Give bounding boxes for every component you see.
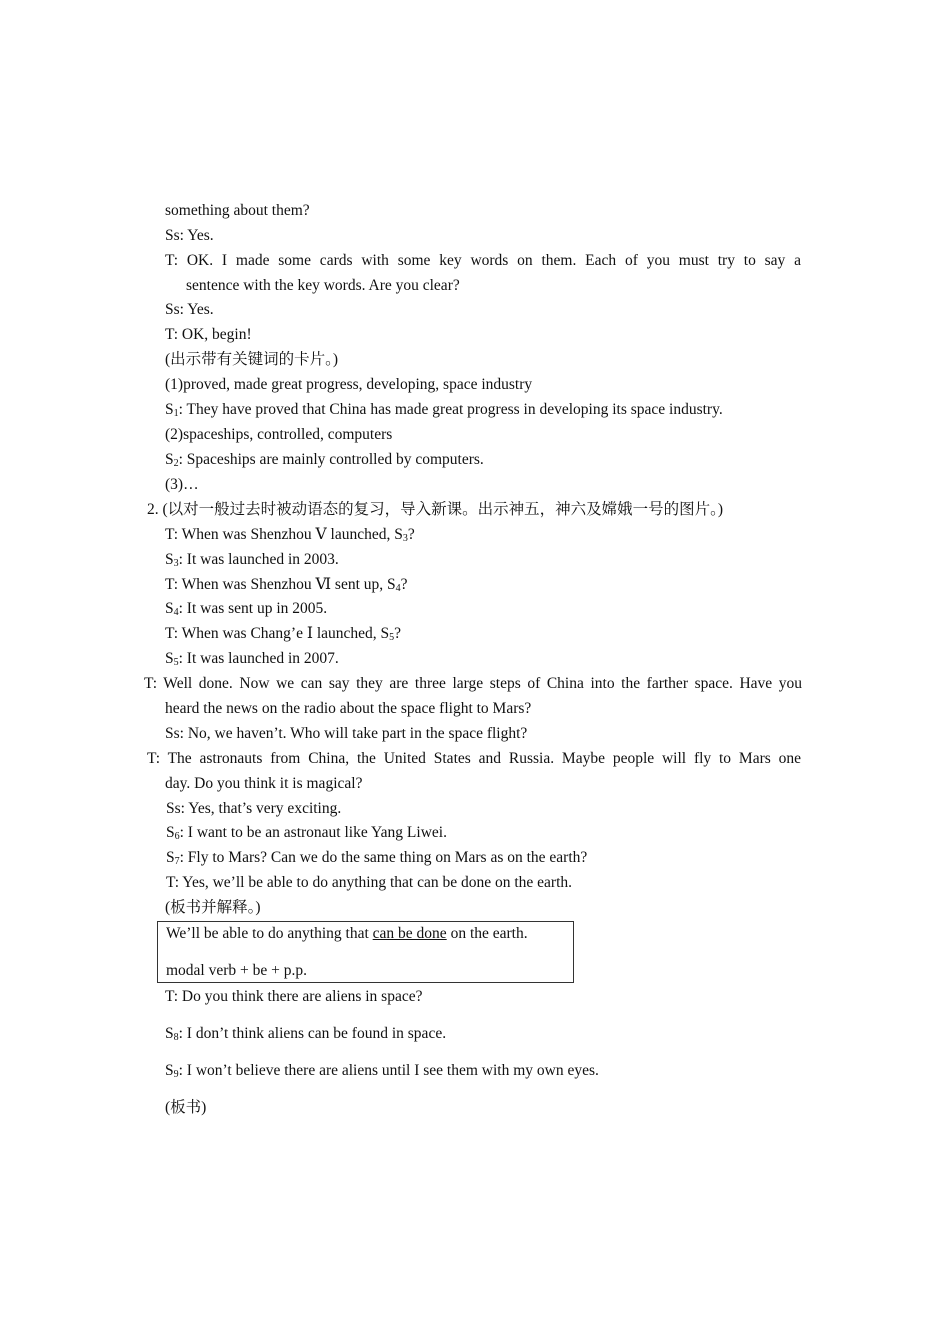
stage-note: (出示带有关键词的卡片。): [165, 351, 339, 368]
key-words: (1)proved, made great progress, developing, space industry: [165, 376, 533, 393]
underlined-phrase: can be done: [372, 925, 447, 942]
dialogue-line: $S_4$: It was sent up in 2005.: [165, 600, 328, 618]
key-words: (2)spaceships, controlled, computers: [165, 426, 393, 443]
board-sentence: We’ll be able to do anything that can be done on the earth.: [166, 925, 528, 942]
dialogue-line: Ss: Yes.: [165, 227, 214, 244]
dialogue-line: day. Do you think it is magical?: [165, 775, 363, 792]
blackboard-box: [157, 921, 574, 983]
dialogue-line: $S_8$: I don’t think aliens can be found in space.: [165, 1025, 447, 1043]
dialogue-line: T: The astronauts from China, the United States and Russia. Maybe people will fly to Mars one: [147, 750, 801, 767]
dialogue-line: $S_5$: It was launched in 2007.: [165, 650, 339, 668]
dialogue-line: $S_9$: I won’t believe there are aliens until I see them with my own eyes.: [165, 1062, 599, 1080]
dialogue-line: Ss: Yes, that’s very exciting.: [166, 800, 342, 817]
dialogue-line: $S_6$: I want to be an astronaut like Yang Liwei.: [166, 824, 447, 842]
dialogue-line: $S_3$: It was launched in 2003.: [165, 551, 339, 569]
dialogue-line: T: Well done. Now we can say they are three large steps of China into the farther space. Have you: [144, 675, 802, 692]
dialogue-line: something about them?: [165, 202, 310, 219]
dialogue-line: T: OK. I made some cards with some key words on them. Each of you must try to say a: [165, 252, 801, 269]
dialogue-line: T: Do you think there are aliens in space?: [165, 988, 423, 1005]
key-words: (3)…: [165, 476, 199, 493]
board-formula: modal verb + be + p.p.: [166, 962, 308, 979]
dialogue-line: Ss: No, we haven’t. Who will take part in the space flight?: [165, 725, 528, 742]
dialogue-line: Ss: Yes.: [165, 301, 214, 318]
dialogue-line: T: When was Shenzhou Ⅴ launched, $S_3$?: [165, 526, 415, 544]
dialogue-line: sentence with the key words. Are you clear?: [186, 277, 460, 294]
stage-note: (板书并解释。): [165, 899, 261, 916]
dialogue-line: T: OK, begin!: [165, 326, 252, 343]
dialogue-line: heard the news on the radio about the space flight to Mars?: [165, 700, 532, 717]
stage-note: (板书): [165, 1099, 207, 1116]
dialogue-line: T: When was Chang’e Ⅰ launched, $S_5$?: [165, 625, 402, 643]
dialogue-line: T: Yes, we’ll be able to do anything that can be done on the earth.: [166, 874, 572, 891]
dialogue-line: $S_2$: Spaceships are mainly controlled by computers.: [165, 451, 484, 469]
section-heading: 2. (以对一般过去时被动语态的复习，导入新课。出示神五，神六及嫦娥一号的图片。): [147, 501, 724, 518]
dialogue-line: $S_1$: They have proved that China has made great progress in developing its space industry.: [165, 401, 723, 419]
dialogue-line: T: When was Shenzhou Ⅵ sent up, $S_4$?: [165, 576, 408, 594]
dialogue-line: $S_7$: Fly to Mars? Can we do the same thing on Mars as on the earth?: [166, 849, 588, 867]
